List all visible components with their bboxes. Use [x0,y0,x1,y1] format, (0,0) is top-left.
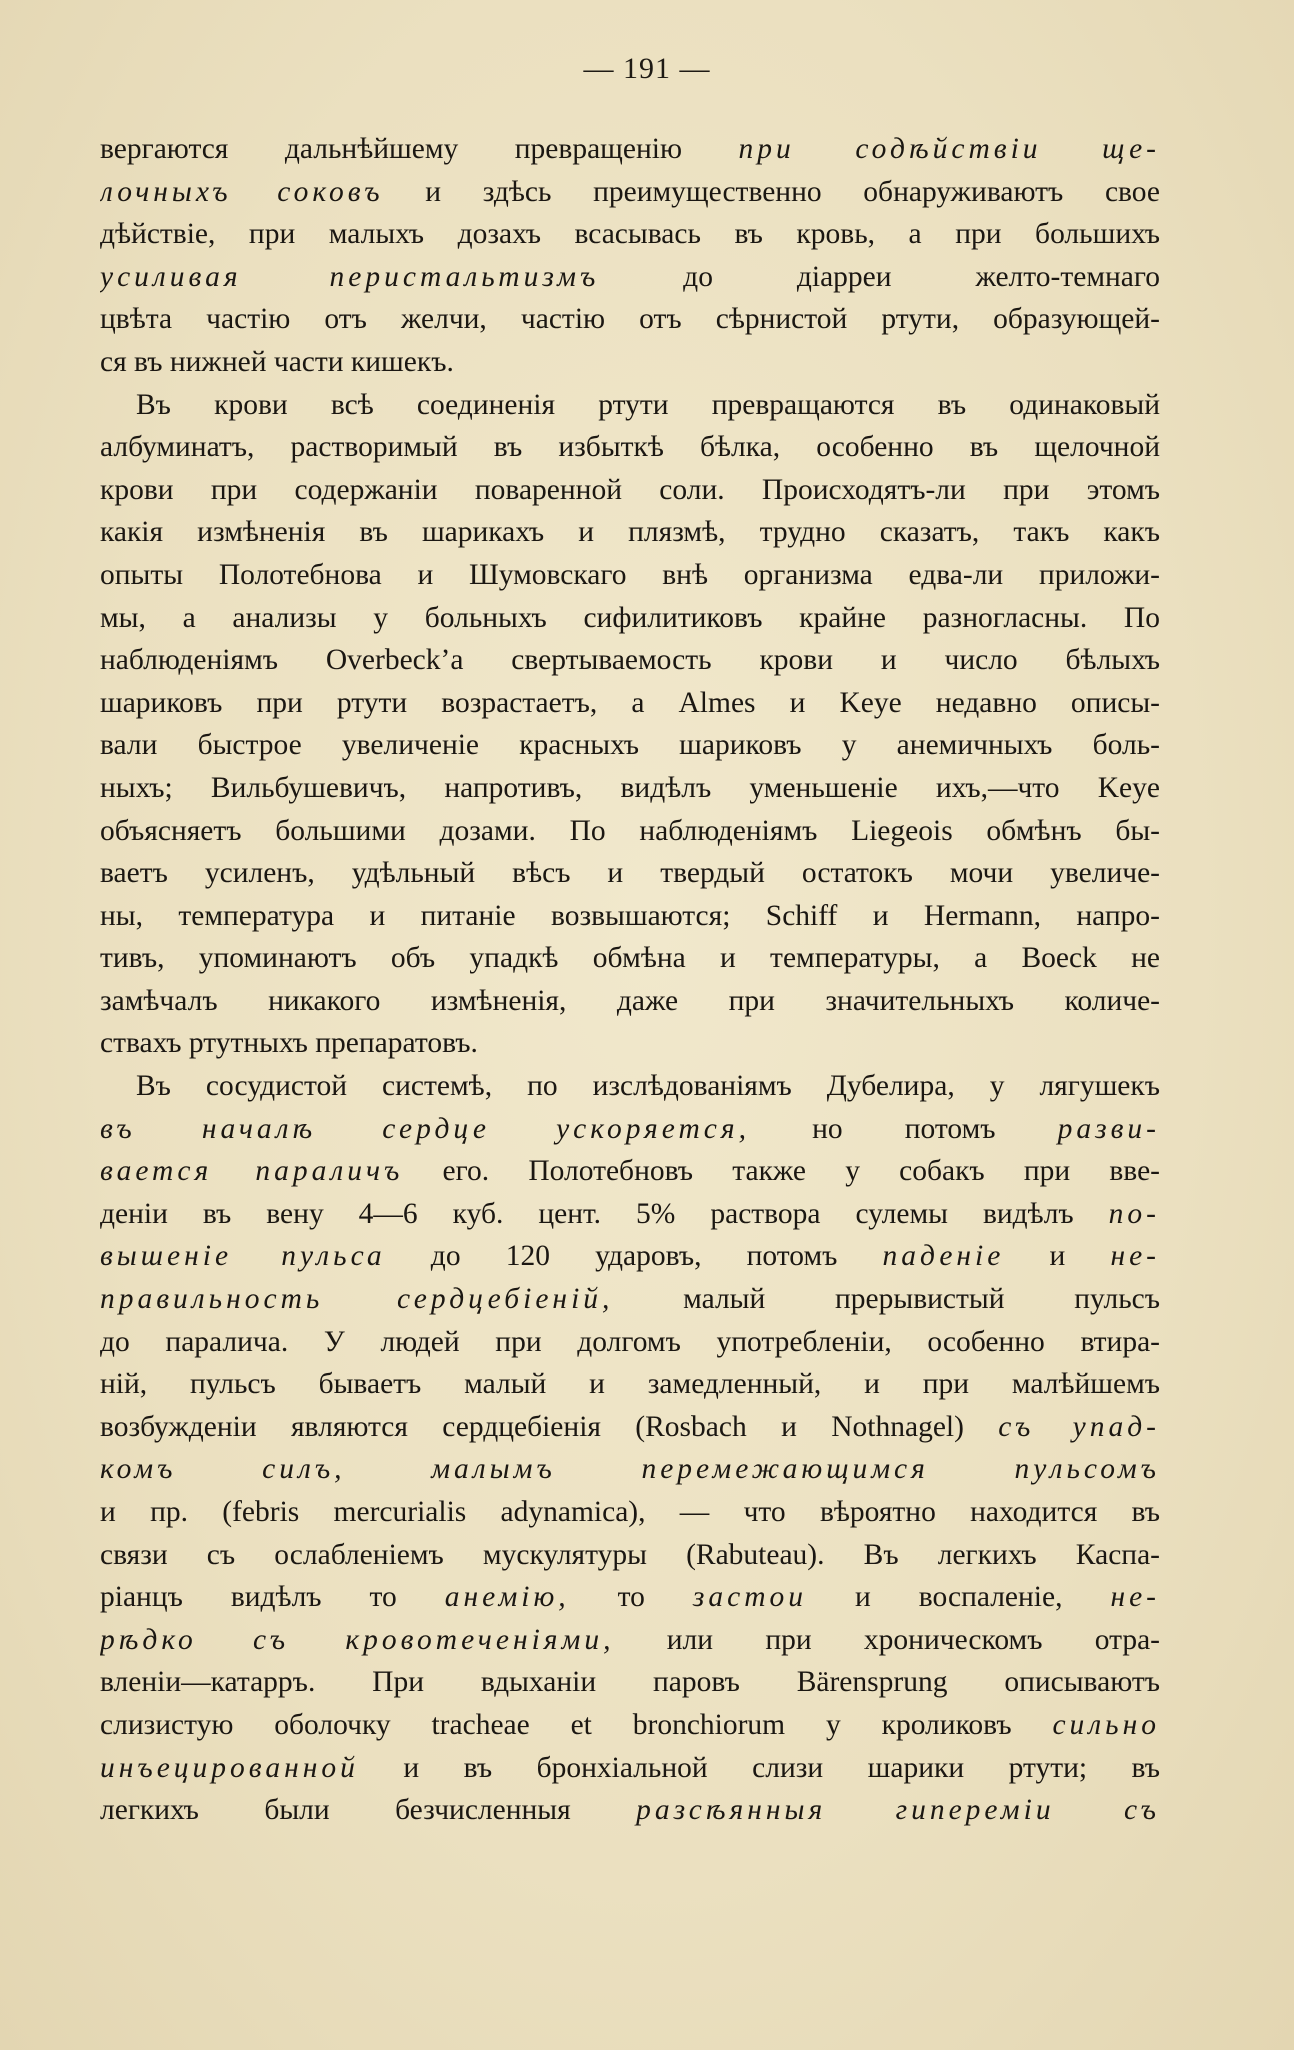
text-segment: ствахъ ртутныхъ препаратовъ. [100,1027,478,1060]
text-segment: но потомъ [749,1112,1058,1145]
text-line [100,682,1160,725]
spaced-emphasis-text: лочныхъ соковъ [100,175,384,208]
text-line [100,1150,1160,1193]
spaced-emphasis-text: разви- [1057,1112,1160,1145]
text-segment: до діарреи желто-темнаго [599,260,1160,293]
page-number: — 191 — [583,52,711,85]
text-segment: ріанцъ видѣлъ то [100,1581,445,1614]
text-segment: ваетъ усиленъ, удѣльный вѣсъ и твердый остатокъ мочи увеличе- [100,857,1160,890]
text-segment: деніи въ вену 4—6 куб. цент. 5% раствора сулемы видѣлъ [100,1197,1109,1230]
text-segment: какія измѣненія въ шарикахъ и плязмѣ, трудно сказатъ, такъ какъ [100,516,1160,549]
text-line [100,298,1160,341]
text-line [100,1576,1160,1619]
text-line [100,1448,1160,1491]
text-segment: связи съ ослабленіемъ мускулятуры (Rabuteau). Въ легкихъ Каспа- [100,1538,1160,1571]
text-line [100,810,1160,853]
text-line [100,1406,1160,1449]
spaced-emphasis-text: съ упад- [998,1410,1160,1443]
spaced-emphasis-text: комъ силъ, малымъ перемежающимся пульсомъ [100,1453,1160,1486]
text-line [100,980,1160,1023]
spaced-emphasis-text: сильно [1052,1708,1160,1741]
text-line [100,384,1160,427]
spaced-emphasis-text: не- [1110,1581,1160,1614]
spaced-emphasis-text: правильность сердцебіеній, [100,1283,614,1316]
text-segment: мы, а анализы у больныхъ сифилитиковъ крайне разногласны. По [100,601,1160,634]
text-line [100,171,1160,214]
text-segment: ны, температура и питаніе возвышаются; Schiff и Hermann, напро- [100,899,1160,932]
spaced-emphasis-text: застои [692,1581,808,1614]
text-line [100,1619,1160,1662]
text-line [100,128,1160,171]
spaced-emphasis-text: разсѣянныя гипереміи съ [636,1794,1160,1827]
text-segment: возбужденіи являются сердцебіенія (Rosbach и Nothnagel) [100,1410,999,1443]
text-line [100,1108,1160,1151]
text-line [100,724,1160,767]
spaced-emphasis-text: по- [1108,1197,1160,1230]
text-segment: Въ крови всѣ соединенія ртути превращаются въ одинаковый [136,388,1160,421]
text-line [100,852,1160,895]
text-line [100,1278,1160,1321]
text-line [100,1661,1160,1704]
spaced-emphasis-text: не- [1110,1240,1160,1273]
text-line [100,1065,1160,1108]
text-segment: шариковъ при ртути возрастаетъ, а Almes и Keye недавно описы- [100,686,1160,719]
text-segment: объясняетъ большими дозами. По наблюденіямъ Liegeois обмѣнъ бы- [100,814,1160,847]
spaced-emphasis-text: вается параличъ [100,1155,404,1188]
text-segment: дѣйствіе, при малыхъ дозахъ всасывась въ кровь, а при большихъ [100,218,1160,251]
text-segment: или при хроническомъ отра- [614,1623,1160,1656]
text-segment: опыты Полотебнова и Шумовскаго внѣ организма едва-ли приложи- [100,558,1160,591]
text-segment: и пр. (febris mercurialis adynamica), — что вѣроятно находится въ [100,1496,1160,1528]
text-line [100,1321,1160,1364]
text-segment: албуминатъ, растворимый въ избыткѣ бѣлка, особенно въ щелочной [100,431,1160,464]
text-line [100,341,1160,384]
text-line [100,256,1160,299]
text-segment: вергаются дальнѣйшему превращенію [100,133,739,165]
spaced-emphasis-text: анемію, [444,1581,570,1614]
text-segment: замѣчалъ никакого измѣненія, даже при значительныхъ количе- [100,984,1160,1017]
text-segment: вленіи—катарръ. При вдыханіи паровъ Bärensprung описываютъ [100,1666,1160,1699]
text-segment: Въ сосудистой системѣ, по изслѣдованіямъ Дубелира, у лягушекъ [136,1070,1160,1103]
text-line [100,426,1160,469]
text-segment: тивъ, упоминаютъ объ упадкѣ обмѣна и температуры, а Boeck не [100,942,1160,975]
text-line [100,1789,1160,1832]
text-line [100,511,1160,554]
text-segment: то [569,1581,693,1614]
text-line [100,1491,1160,1534]
spaced-emphasis-text: при содѣйствіи ще- [738,133,1160,165]
text-line [100,213,1160,256]
text-segment: ся въ нижней части кишекъ. [100,345,454,378]
text-segment: его. Полотебновъ также у собакъ при вве- [403,1155,1160,1188]
text-segment: и въ бронхіальной слизи шарики ртути; въ [358,1751,1160,1784]
spaced-emphasis-text: рѣдко съ кровотеченіями, [100,1623,615,1656]
text-segment: ныхъ; Вильбушевичъ, напротивъ, видѣлъ уменьшеніе ихъ,—что Keye [100,771,1160,804]
text-segment: малый прерывистый пульсъ [613,1283,1160,1316]
page-body-text [100,128,1160,1832]
text-line [100,937,1160,980]
text-line [100,895,1160,938]
text-segment: ній, пульсъ бываетъ малый и замедленный, и при малѣйшемъ [100,1368,1160,1401]
text-segment: крови при содержаніи поваренной соли. Происходятъ-ли при этомъ [100,473,1160,506]
text-segment: цвѣта частію отъ желчи, частію отъ сѣрнистой ртути, образующей- [100,303,1160,336]
text-line [100,597,1160,640]
text-line [100,1363,1160,1406]
text-line [100,1193,1160,1236]
spaced-emphasis-text: усиливая перистальтизмъ [100,260,600,293]
text-segment: наблюденіямъ Overbeck’а свертываемость крови и число бѣлыхъ [100,644,1160,677]
text-segment: и [1004,1240,1111,1273]
spaced-emphasis-text: вышеніе пульса [100,1240,386,1273]
text-line [100,1534,1160,1577]
text-line [100,1747,1160,1790]
text-segment: и здѣсь преимущественно обнаруживаютъ свое [383,175,1160,208]
spaced-emphasis-text: паденіе [882,1240,1005,1273]
text-line [100,554,1160,597]
text-line [100,1235,1160,1278]
text-segment: легкихъ были безчисленныя [100,1794,637,1827]
text-line [100,1704,1160,1747]
text-segment: до 120 ударовъ, потомъ [385,1240,883,1273]
spaced-emphasis-text: въ началѣ сердце ускоряется, [100,1112,750,1145]
spaced-emphasis-text: инъецированной [100,1751,359,1784]
text-line [100,639,1160,682]
text-segment: вали быстрое увеличеніе красныхъ шариковъ у анемичныхъ боль- [100,729,1160,762]
text-line [100,469,1160,512]
text-line [100,1022,1160,1065]
text-segment: до паралича. У людей при долгомъ употребленіи, особенно втира- [100,1325,1160,1358]
text-segment: и воспаленіе, [807,1581,1111,1614]
text-segment: слизистую оболочку tracheae et bronchiorum у кроликовъ [100,1708,1053,1741]
text-line [100,767,1160,810]
